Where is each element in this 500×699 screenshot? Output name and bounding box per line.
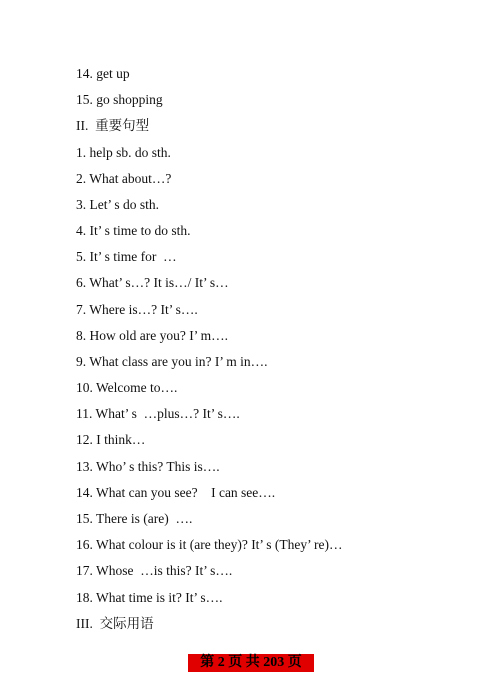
text-line: 18. What time is it? It’ s…. [76,590,223,605]
text-line: 14. What can you see? I can see…. [76,485,276,500]
text-line: 6. What’ s…? It is…/ It’ s… [76,275,229,290]
section-heading: III. 交际用语 [76,616,154,631]
page-number-footer: 第 2 页 共 203 页 [188,654,314,672]
text-line: 10. Welcome to…. [76,380,178,395]
text-line: 16. What colour is it (are they)? It’ s (They’ re)… [76,537,343,552]
text-line: 1. help sb. do sth. [76,145,171,160]
text-line: 17. Whose …is this? It’ s…. [76,563,233,578]
text-line: 11. What’ s …plus…? It’ s…. [76,406,240,421]
section-heading: II. 重要句型 [76,118,150,133]
text-line: 14. get up [76,66,130,81]
text-line: 2. What about…? [76,171,172,186]
text-line: 7. Where is…? It’ s…. [76,302,198,317]
text-line: 4. It’ s time to do sth. [76,223,191,238]
text-line: 5. It’ s time for … [76,249,177,264]
text-line: 13. Who’ s this? This is…. [76,459,220,474]
text-line: 3. Let’ s do sth. [76,197,159,212]
text-line: 9. What class are you in? I’ m in…. [76,354,268,369]
text-line: 15. go shopping [76,92,163,107]
text-line: 15. There is (are) …. [76,511,193,526]
text-line: 12. I think… [76,432,146,447]
text-line: 8. How old are you? I’ m…. [76,328,228,343]
